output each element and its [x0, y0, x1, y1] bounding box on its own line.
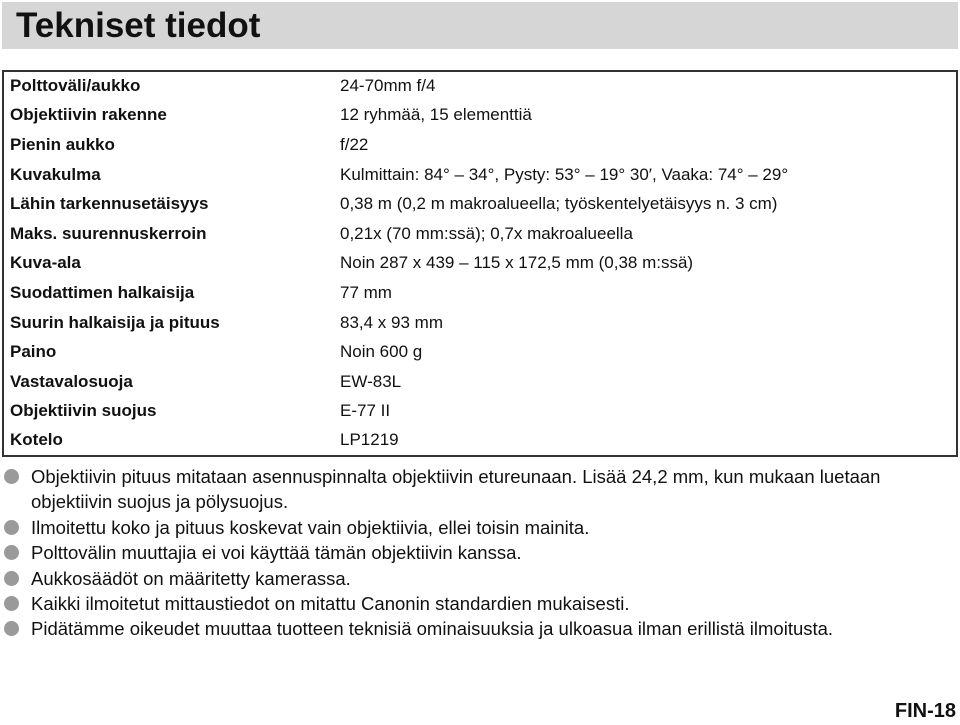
table-row [3, 219, 957, 249]
page-number: FIN-18 [894, 700, 956, 722]
list-item [0, 540, 960, 565]
spec-label: Paino [10, 342, 57, 362]
bullet-icon [4, 596, 19, 611]
table-row [3, 278, 957, 308]
page-title: Tekniset tiedot [16, 6, 261, 45]
table-row [3, 130, 957, 160]
spec-value: 77 mm [340, 282, 392, 302]
list-item [0, 616, 960, 641]
table-row [3, 426, 957, 456]
table-row [3, 160, 957, 190]
bullet-icon [4, 545, 19, 560]
spec-label: Kuvakulma [10, 164, 101, 184]
note-text: Pidätämme oikeudet muuttaa tuotteen teknisiä ominaisuuksia ja ulkoasua ilman erillistä ilmoitusta. [31, 618, 834, 640]
spec-value: 0,21x (70 mm:ssä); 0,7x makroalueella [340, 223, 633, 243]
table-row [3, 337, 957, 367]
spec-label: Objektiivin suojus [10, 401, 157, 421]
spec-label: Kuva-ala [10, 253, 81, 273]
spec-value: 12 ryhmää, 15 elementtiä [340, 105, 532, 125]
list-item [0, 464, 960, 515]
bullet-icon [4, 571, 19, 586]
list-item [0, 566, 960, 591]
table-row [3, 71, 957, 101]
spec-label: Vastavalosuoja [10, 371, 133, 391]
note-text: Ilmoitettu koko ja pituus koskevat vain objektiivia, ellei toisin mainita. [31, 516, 590, 538]
table-row [3, 308, 957, 338]
spec-value: 83,4 x 93 mm [340, 312, 443, 332]
note-text: Kaikki ilmoitetut mittaustiedot on mitattu Canonin standardien mukaisesti. [31, 593, 630, 615]
notes-list [0, 464, 960, 642]
note-text: Aukkosäädöt on määritetty kamerassa. [31, 567, 351, 589]
spec-value: EW-83L [340, 371, 402, 391]
table-row [3, 367, 957, 397]
spec-label: Lähin tarkennusetäisyys [10, 194, 209, 214]
note-text: Polttovälin muuttajia ei voi käyttää tämän objektiivin kanssa. [31, 542, 522, 564]
spec-label: Objektiivin rakenne [10, 105, 167, 125]
table-row [3, 189, 957, 219]
spec-value: Noin 287 x 439 – 115 x 172,5 mm (0,38 m:ssä) [340, 253, 694, 273]
spec-value: 0,38 m (0,2 m makroalueella; työskentelyetäisyys n. 3 cm) [340, 194, 778, 214]
bullet-icon [4, 520, 19, 535]
spec-label: Maks. suurennuskerroin [10, 223, 207, 243]
spec-value: Noin 600 g [340, 342, 423, 362]
title-bar [2, 2, 958, 49]
note-text: Objektiivin pituus mitataan asennuspinnalta objektiivin etureunaan. Lisää 24,2 mm, kun mukaan luetaan objektiivin suojus ja pölysuojus. [31, 466, 881, 513]
spec-value: 24-70mm f/4 [340, 76, 436, 96]
spec-label: Suodattimen halkaisija [10, 282, 195, 302]
spec-value: Kulmittain: 84° – 34°, Pysty: 53° – 19° 30′, Vaaka: 74° – 29° [340, 164, 789, 184]
table-row [3, 101, 957, 131]
bullet-icon [4, 621, 19, 636]
spec-value: LP1219 [340, 430, 399, 450]
list-item [0, 515, 960, 540]
list-item [0, 591, 960, 616]
specs-table [2, 70, 958, 457]
table-row [3, 397, 957, 427]
spec-label: Kotelo [10, 430, 63, 450]
spec-label: Suurin halkaisija ja pituus [10, 312, 220, 332]
spec-value: f/22 [340, 134, 369, 154]
spec-label: Pienin aukko [10, 134, 115, 154]
spec-value: E-77 II [340, 401, 391, 421]
table-row [3, 249, 957, 279]
spec-label: Polttoväli/aukko [10, 76, 141, 96]
bullet-icon [4, 469, 19, 484]
